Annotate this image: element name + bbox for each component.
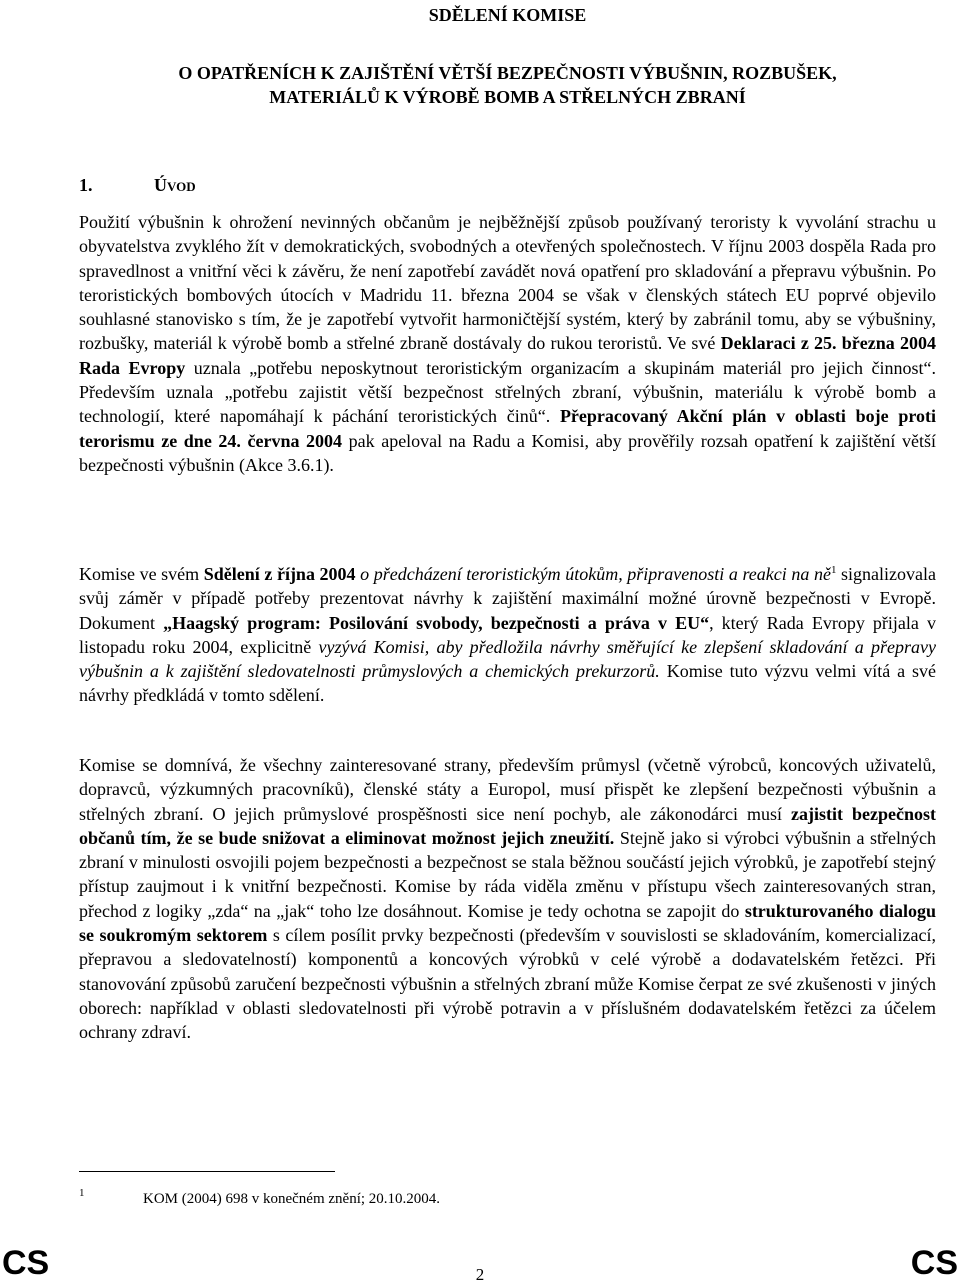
section-title: Úvod xyxy=(154,175,196,195)
document-title: SDĚLENÍ KOMISE xyxy=(428,5,587,25)
footnote-divider xyxy=(79,1171,335,1172)
p2-bold-1: Sdělení z října 2004 xyxy=(203,564,356,584)
section-number: 1. xyxy=(79,175,93,195)
paragraph-commission xyxy=(79,562,936,708)
p2-italic-1: o předcházení teroristickým útokům, připravenosti a reakci na ně xyxy=(360,564,831,584)
p2-text-5: Komise tuto výzvu velmi vítá a své návrhy předkládá v tomto sdělení. xyxy=(79,661,936,706)
section-heading xyxy=(79,175,196,196)
page-number: 2 xyxy=(475,1265,485,1284)
p3-text-1: Komise se domnívá, že všechny zainteresované strany, především průmysl (včetně výrobců, koncových uživatelů, dopravců, výzkumných pracovníků), členské státy a Europol, musí přispět ke zlepšení bezpečnosti výbušnin a střelných zbraní. O jejich průmyslové prospěšnosti sice není pochyb, ale zákonodárci musí xyxy=(79,755,936,824)
p1-bold-1: Deklaraci z 25. března 2004 Rada Evropy xyxy=(79,333,937,378)
p3-bold-2: strukturovaného dialogu se soukromým sektorem xyxy=(79,900,936,946)
language-code-right: CS xyxy=(910,1244,958,1282)
footnote-text: KOM (2004) 698 v konečném znění; 20.10.2004. xyxy=(143,1191,441,1207)
p3-text-2: Stejně jako si výrobci výbušnin a střelných zbraní v minulosti osvojili pojem bezpečnosti a bezpečnost se stala běžnou součástí jejich výrobků, je zapotřebí stejný přístup zaujmout i k vnitřní bezpečnosti. Komise by ráda viděla změnu v přístupu všech zainteresovaných stran, přechod z logiky „zda“ na „jak“ toho lze dosáhnout. Komise je tedy ochotna se zapojit do xyxy=(79,827,937,921)
p1-text-1: Použití výbušnin k ohrožení nevinných občanům je nejběžnější způsob používaný teroristy k vyvolání strachu u obyvatelstva zvyklého žít v demokratických, svobodných a otevřených společnostech. V říjnu 2003 dospěla Rada pro spravedlnost a vnitřní věci k závěru, že není zapotřebí zavádět nová opatření pro skladování a přepravu výbušnin. Po teroristických bombových útocích v Madridu 11. března 2004 se však v členských státech EU poprvé objevilo souhlasné stanovisko s tím, že je zapotřebí vytvořit harmoničtější systém, který by zabránil tomu, aby se výbušniny, rozbušky, materiál k výrobě bomb a střelné zbraně dostávaly do rukou teroristů. Ve své xyxy=(79,212,936,354)
paragraph-intro xyxy=(79,210,936,477)
p2-italic-2: vyzývá Komisi, aby předložila návrhy směřující ke zlepšení skladování a přepravy výbušnin a k zajištění sledovatelnosti průmyslových a chemických prekurzorů. xyxy=(79,636,937,682)
p3-text-3: s cílem posílit prvky bezpečnosti (především v souvislosti se skladováním, komercializací, přepravou a sledovatelností) komponentů a koncových výrobků v celé výrobě a dodavatelském řetězci. Při stanovování způsobů zaručení bezpečnosti výbušnin a střelných zbraní může Komise čerpat ze své zkušenosti v jiných oborech: například v oblasti sledovatelnosti při výrobě potravin a v příslušném dodavatelském řetězci za účelem ochrany zdraví. xyxy=(79,925,936,1043)
p3-bold-1: zajistit bezpečnost občanů tím, že se bude snižovat a eliminovat možnost jejich zneužití. xyxy=(79,803,936,848)
footnote-reference[interactable]: 1 xyxy=(830,564,837,576)
subtitle-line-2: MATERIÁLŮ K VÝROBĚ BOMB A STŘELNÝCH ZBRANÍ xyxy=(269,87,746,107)
p2-text-4: , který Rada Evropy přijala v listopadu roku 2004, explicitně xyxy=(79,612,936,657)
footnote xyxy=(79,1187,779,1208)
p2-text-3: signalizovala svůj záměr v případě potřeby prezentovat návrhy k zajištění maximální možné úrovně bezpečnosti v Evropě. Dokument xyxy=(79,564,937,633)
p2-text-1: Komise ve svém xyxy=(79,564,204,584)
footnote-number: 1 xyxy=(79,1187,85,1199)
paragraph-stakeholders xyxy=(79,753,936,1045)
p1-text-2: uznala „potřebu neposkytnout teroristickým organizacím a skupinám materiál pro jejich činnost“. Především uznala „potřebu zajistit větší bezpečnost střelných zbraní, výbušnin, materiálu k výrobě bomb a technologií, které napomáhají k páchání teroristických činů“. xyxy=(79,357,936,427)
p1-text-3: pak apeloval na Radu a Komisi, aby prověřily rozsah opatření k zajištění větší bezpečnosti výbušnin (Akce 3.6.1). xyxy=(79,430,936,475)
language-code-left: CS xyxy=(2,1244,50,1282)
subtitle-line-1: O OPATŘENÍCH K ZAJIŠTĚNÍ VĚTŠÍ BEZPEČNOSTI VÝBUŠNIN, ROZBUŠEK, xyxy=(178,63,837,83)
p2-bold-2: „Haagský program: Posilování svobody, bezpečnosti a práva v EU“ xyxy=(163,612,710,633)
document-subtitle xyxy=(79,61,936,109)
p1-bold-2: Přepracovaný Akční plán v oblasti boje proti terorismu ze dne 24. června 2004 xyxy=(79,406,936,451)
